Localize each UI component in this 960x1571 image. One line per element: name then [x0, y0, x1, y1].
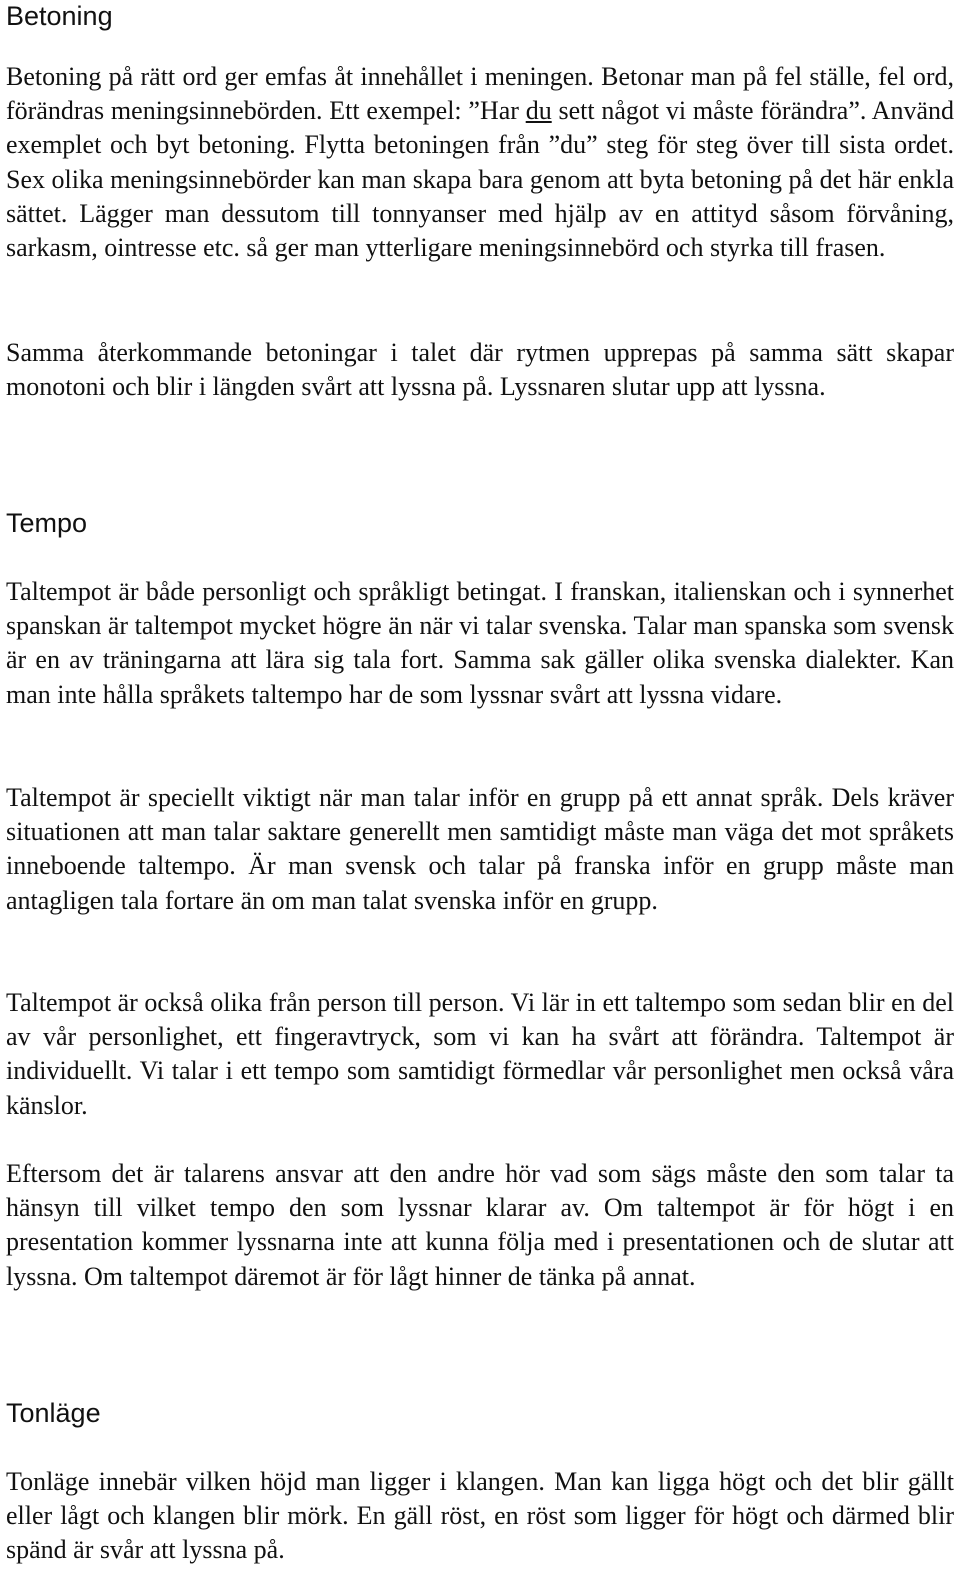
paragraph-text: sett något vi måste förändra”. Använd exemplet och byt betoning. Flytta betoningen från ”du” steg för steg över till sista ordet. Sex olika meningsinnebörder kan man skapa bara genom att byta betoning på det här enkla sättet. Lägger man dessutom till tonnyanser med hjälp av en attityd såsom förvåning, sarkasm, ointresse etc. så ger man ytterligare meningsinnebörd och styrka till frasen.: [6, 96, 955, 263]
paragraph-betoning-1: [6, 60, 954, 265]
underlined-word: du: [525, 96, 552, 126]
paragraph-tempo-1: Taltempot är både personligt och språkligt betingat. I franskan, italienskan och i synnerhet spanskan är taltempot mycket högre än när vi talar svenska. Talar man spanska som svensk är en av träningarna att lära sig tala fort. Samma sak gäller olika svenska dialekter. Kan man inte hålla språkets taltempo har de som lyssnar svårt att lyssna vidare.: [6, 577, 954, 709]
heading-betoning: Betoning: [6, 1, 113, 31]
paragraph-betoning-2: Samma återkommande betoningar i talet där rytmen upprepas på samma sätt skapar monotoni och blir i längden svårt att lyssna på. Lyssnaren slutar upp att lyssna.: [6, 338, 954, 402]
paragraph-tempo-4: Eftersom det är talarens ansvar att den andre hör vad som sägs måste den som talar ta hänsyn till vilket tempo den som lyssnar klarar av. Om taltempot är för högt i en presentation kommer lyssnarna inte att kunna följa med i presentationen och de slutar att lyssna. Om taltempot däremot är för lågt hinner de tänka på annat.: [6, 1159, 954, 1291]
paragraph-tempo-2: Taltempot är speciellt viktigt när man talar inför en grupp på ett annat språk. Dels kräver situationen att man talar saktare generellt men samtidigt måste man väga det mot språkets inneboende taltempo. Är man svensk och talar på franska inför en grupp måste man antagligen tala fortare än om man talat svenska inför en grupp.: [6, 783, 954, 915]
paragraph-tempo-3: Taltempot är också olika från person till person. Vi lär in ett taltempo som sedan blir en del av vår personlighet, ett fingeravtryck, som vi kan ha svårt att förändra. Taltempot är individuellt. Vi talar i ett tempo som samtidigt förmedlar vår personlighet men också våra känslor.: [6, 988, 954, 1120]
paragraph-tonlage-1: Tonläge innebär vilken höjd man ligger i klangen. Man kan ligga högt och det blir gällt eller lågt och klangen blir mörk. En gäll röst, en röst som ligger för högt och därmed blir spänd är svår att lyssna på.: [6, 1467, 954, 1565]
heading-tempo: Tempo: [6, 508, 88, 538]
paragraph-text: Betoning på rätt ord ger emfas åt innehållet i meningen. Betonar man på fel ställe, fel ord, förändras meningsinnebörden. Ett exempel: ”Har: [6, 62, 954, 126]
heading-tonlage: Tonläge: [6, 1398, 101, 1428]
